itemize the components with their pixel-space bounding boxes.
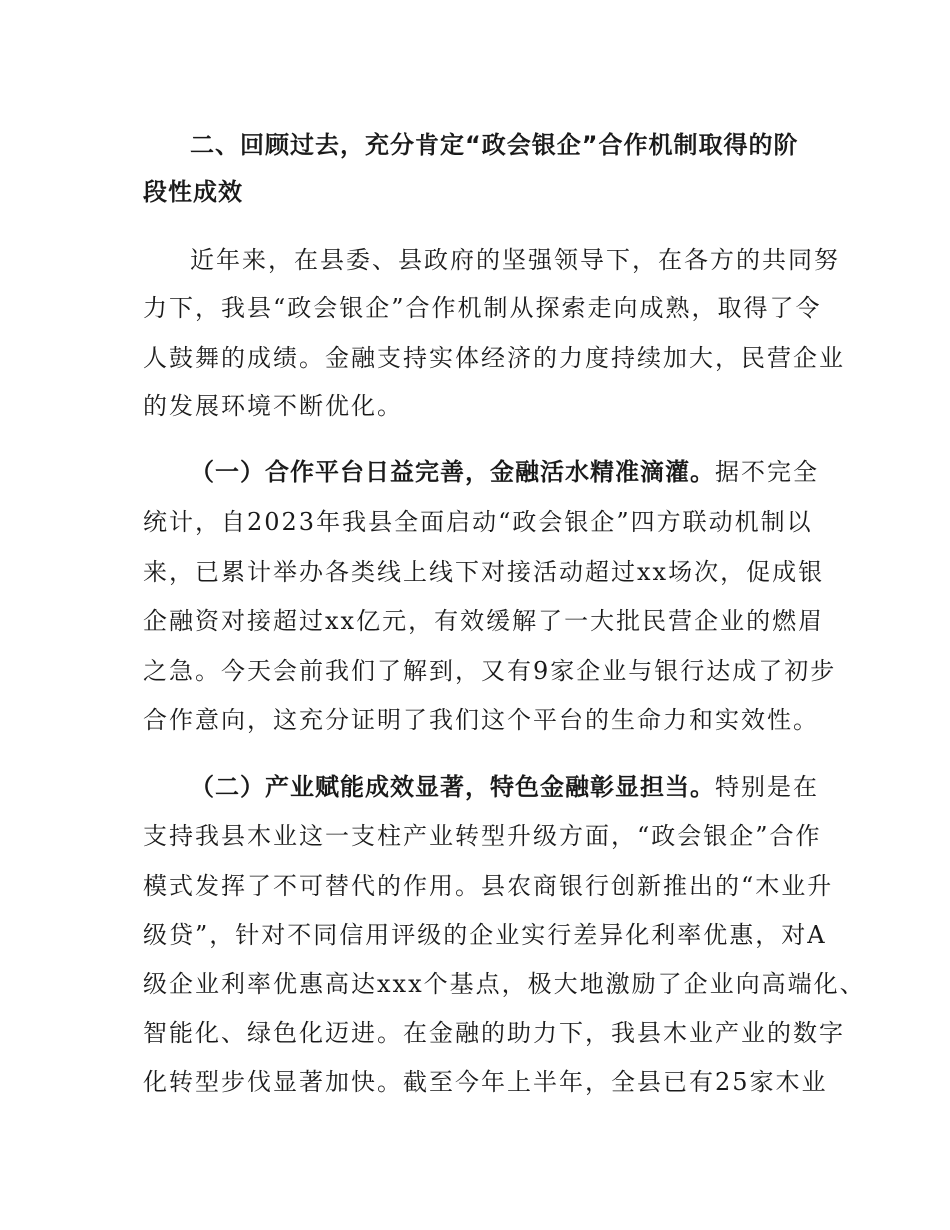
intro-line-3: 人鼓舞的成绩。金融支持实体经济的力度持续加大，民营企业	[143, 344, 845, 372]
section1-title: （一）合作平台日益完善，金融活水精准滴灌。	[190, 458, 715, 486]
section2-first-line	[190, 767, 819, 807]
section1-line-5: 之急。今天会前我们了解到，又有9家企业与银行达成了初步	[143, 657, 837, 685]
section2-line-6: 智能化、绿色化迈进。在金融的助力下，我县木业产业的数字	[143, 1019, 845, 1047]
section1-line-3: 来，已累计举办各类线上线下对接活动超过xx场次，促成银	[143, 558, 825, 586]
section2-line-3: 模式发挥了不可替代的作用。县农商银行创新推出的“木业升	[143, 872, 834, 900]
section1-line-6: 合作意向，这充分证明了我们这个平台的生命力和实效性。	[143, 706, 819, 734]
section2-line-4: 级贷”，针对不同信用评级的企业实行差异化利率优惠，对A	[143, 921, 827, 949]
section1-line-4: 企融资对接超过xx亿元，有效缓解了一大批民营企业的燃眉	[143, 607, 825, 635]
intro-line-4: 的发展环境不断优化。	[143, 392, 403, 420]
section2-line-7: 化转型步伐显著加快。截至今年上半年，全县已有25家木业	[143, 1068, 828, 1096]
intro-line-1: 近年来，在县委、县政府的坚强领导下，在各方的共同努	[190, 246, 840, 274]
section1-first-line	[190, 452, 819, 492]
section-heading-line-1: 二、回顾过去，充分肯定“政会银企”合作机制取得的阶	[190, 131, 799, 159]
section2-line-5: 级企业利率优惠高达xxx个基点，极大地激励了企业向高端化、	[143, 970, 866, 998]
section2-line-2: 支持我县木业这一支柱产业转型升级方面，“政会银企”合作	[143, 822, 822, 850]
section1-line-2: 统计，自2023年我县全面启动“政会银企”四方联动机制以	[143, 508, 813, 536]
section1-first-line-rest: 据不完全	[715, 458, 819, 486]
section-heading-line-2: 段性成效	[143, 178, 243, 206]
section2-first-line-rest: 特别是在	[715, 773, 819, 801]
section2-title: （二）产业赋能成效显著，特色金融彰显担当。	[190, 773, 715, 801]
intro-line-2: 力下，我县“政会银企”合作机制从探索走向成熟，取得了令	[143, 294, 822, 322]
